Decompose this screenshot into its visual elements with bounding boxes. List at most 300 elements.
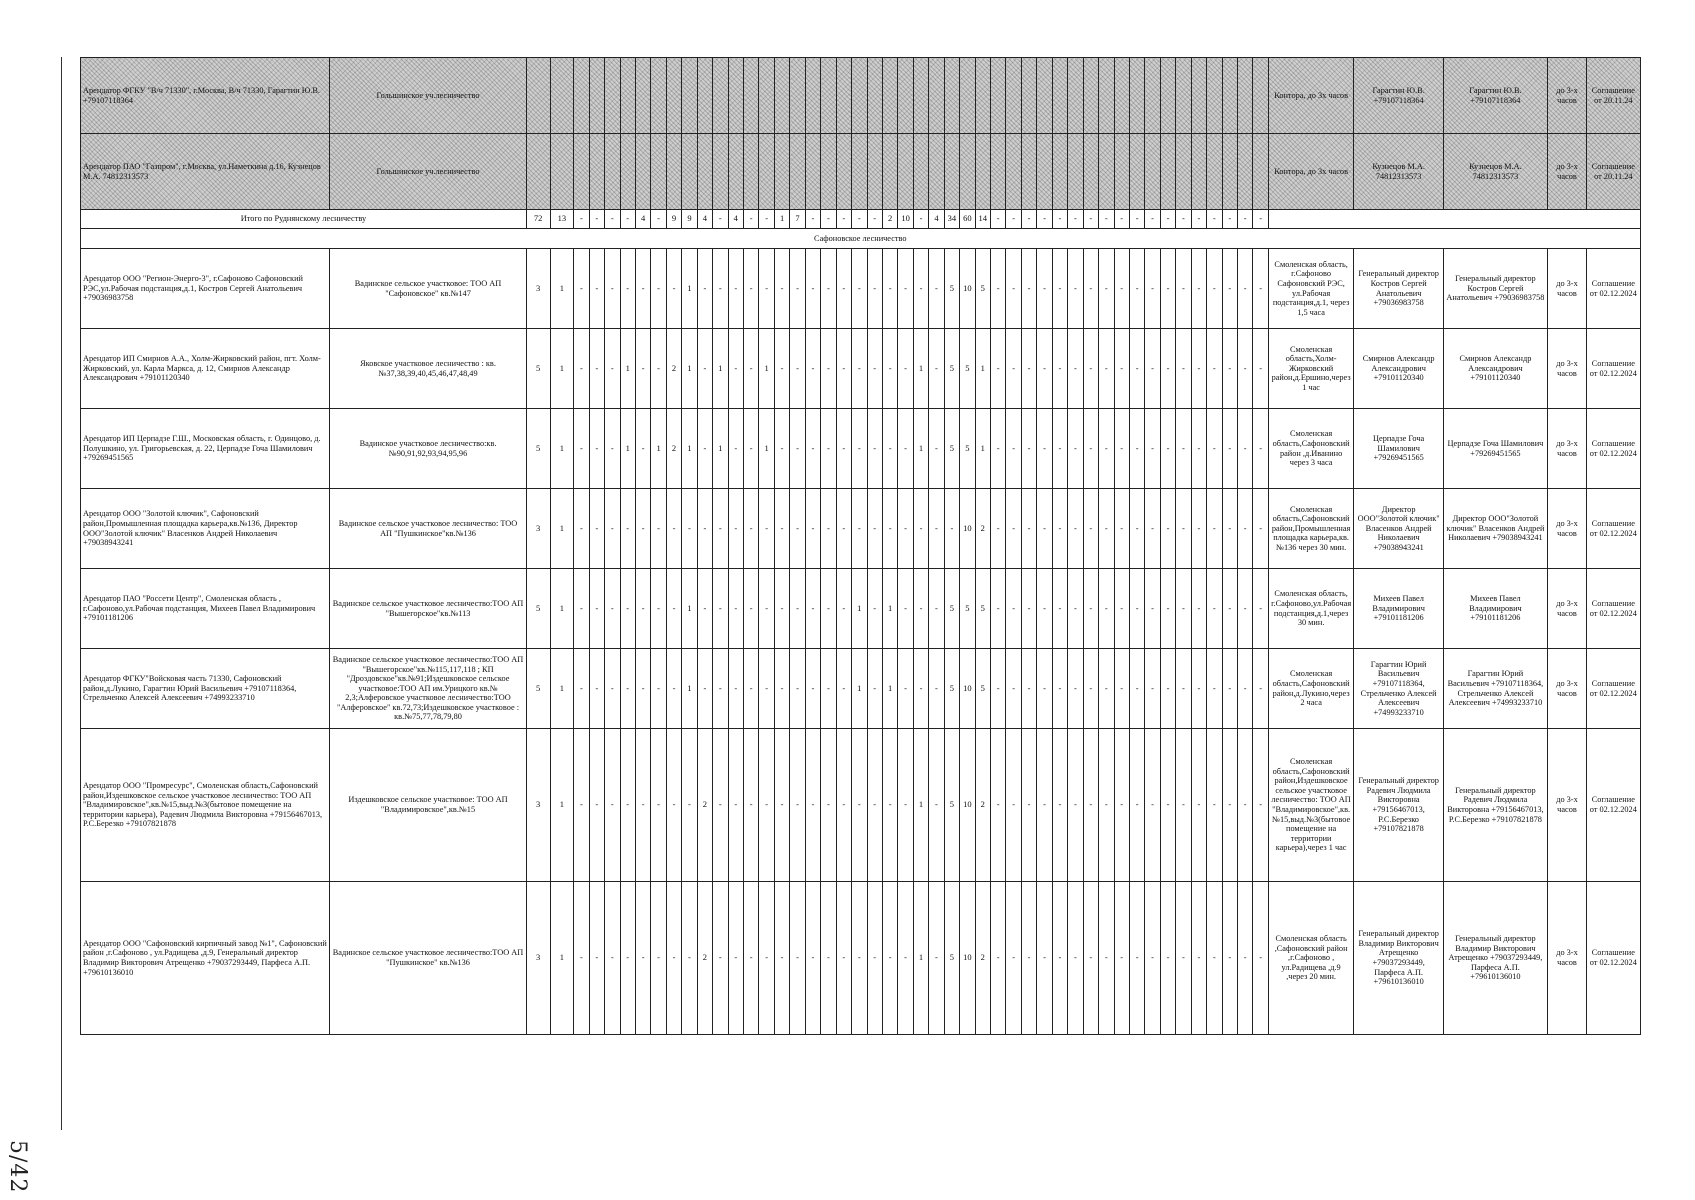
count-cell: 1 (550, 649, 574, 729)
count-cell: - (882, 409, 897, 489)
count-cell: - (1253, 489, 1268, 569)
count-cell (944, 134, 959, 210)
count-cell: - (1068, 489, 1083, 569)
count-cell: - (1253, 329, 1268, 409)
count-cell (574, 134, 589, 210)
count-cell: - (697, 649, 712, 729)
count-cell: - (882, 329, 897, 409)
contact-cell: Михеев Павел Владимирович +79101181206 (1354, 569, 1444, 649)
count-cell: - (1253, 569, 1268, 649)
count-cell (1176, 58, 1191, 134)
count-cell (821, 58, 836, 134)
count-cell: - (666, 882, 681, 1035)
count-cell: - (574, 329, 589, 409)
contact-cell: Генеральный директор Радевич Людмила Викторовна +79156467013, Р.С.Березко +79107821878 (1354, 729, 1444, 882)
agreement-cell: Соглашение от 20.11.24 (1587, 134, 1641, 210)
count-cell: - (620, 729, 635, 882)
count-cell: - (651, 329, 666, 409)
count-cell: - (1006, 649, 1021, 729)
count-cell (1160, 58, 1175, 134)
count-cell (1099, 134, 1114, 210)
count-cell: - (1083, 249, 1098, 329)
count-cell: - (1037, 329, 1052, 409)
count-cell (913, 58, 928, 134)
count-cell: - (605, 489, 620, 569)
count-cell: - (1176, 882, 1191, 1035)
count-cell: - (1207, 649, 1222, 729)
total-value: - (1145, 210, 1160, 229)
table-row (81, 249, 1641, 329)
total-value: - (1083, 210, 1098, 229)
agreement-cell: Соглашение от 02.12.2024 (1587, 409, 1641, 489)
count-cell: - (651, 569, 666, 649)
count-cell: - (1176, 649, 1191, 729)
responsible-cell: Церпадзе Гоча Шамилович +79269451565 (1443, 409, 1547, 489)
count-cell: - (744, 329, 759, 409)
count-cell (852, 58, 867, 134)
count-cell: - (1006, 249, 1021, 329)
count-cell: - (1083, 409, 1098, 489)
count-cell: - (589, 329, 604, 409)
count-cell (666, 134, 681, 210)
count-cell: 3 (526, 882, 550, 1035)
count-cell (821, 134, 836, 210)
time-cell: до 3-х часов (1547, 729, 1586, 882)
time-cell: до 3-х часов (1547, 569, 1586, 649)
count-cell: - (774, 489, 789, 569)
count-cell: 1 (550, 569, 574, 649)
count-cell: - (574, 249, 589, 329)
count-cell: - (1160, 329, 1175, 409)
plot-cell: Вадинское сельское участковое лесничество:ТОО АП "Вышегорское"кв.№115,117,118 ; КП "Дроздовское"кв.№91;Издешковское сельское участковое:ТОО АП им.Урицкого кв.№ 2,3;Алферовское участковое лесничество:ТОО "Алферовское" кв.72,73;Издешковское участковое : кв.№75,77,78,79,80 (330, 649, 527, 729)
count-cell: - (805, 569, 820, 649)
count-cell (929, 134, 944, 210)
count-cell: - (1207, 249, 1222, 329)
count-cell (1068, 134, 1083, 210)
count-cell: 2 (697, 729, 712, 882)
count-cell: - (666, 729, 681, 882)
count-cell: - (574, 409, 589, 489)
contact-cell: Церпадзе Гоча Шамилович +79269451565 (1354, 409, 1444, 489)
count-cell: - (1191, 882, 1206, 1035)
count-cell: - (867, 729, 882, 882)
count-cell: - (651, 249, 666, 329)
count-cell: 5 (526, 649, 550, 729)
total-value: - (1037, 210, 1052, 229)
agreement-cell: Соглашение от 02.12.2024 (1587, 569, 1641, 649)
count-cell (805, 134, 820, 210)
count-cell: - (991, 249, 1006, 329)
count-cell: - (1145, 569, 1160, 649)
total-value: 4 (635, 210, 650, 229)
count-cell: 10 (960, 649, 975, 729)
count-cell: - (1207, 729, 1222, 882)
table-row (81, 649, 1641, 729)
count-cell: 5 (526, 569, 550, 649)
count-cell: 10 (960, 489, 975, 569)
count-cell (944, 58, 959, 134)
count-cell (960, 134, 975, 210)
contact-cell: Гарагтин Юрий Васильевич +79107118364, Стрельченко Алексей Алексеевич +74993233710 (1354, 649, 1444, 729)
count-cell: - (744, 729, 759, 882)
count-cell (682, 134, 697, 210)
count-cell: - (1238, 882, 1253, 1035)
count-cell (1238, 134, 1253, 210)
count-cell (1191, 134, 1206, 210)
time-cell: до 3-х часов (1547, 134, 1586, 210)
count-cell: - (1253, 882, 1268, 1035)
count-cell: - (1068, 729, 1083, 882)
total-value: - (1021, 210, 1036, 229)
count-cell (589, 134, 604, 210)
count-cell: - (744, 649, 759, 729)
count-cell: - (805, 329, 820, 409)
count-cell: - (991, 882, 1006, 1035)
total-value: - (1222, 210, 1237, 229)
table-row (81, 729, 1641, 882)
count-cell: - (1114, 729, 1129, 882)
count-cell: - (774, 249, 789, 329)
total-value: 4 (728, 210, 743, 229)
count-cell: - (1160, 409, 1175, 489)
count-cell: - (805, 729, 820, 882)
total-value: - (759, 210, 774, 229)
count-cell: - (1253, 649, 1268, 729)
count-cell: - (898, 489, 913, 569)
count-cell: - (759, 882, 774, 1035)
count-cell (1222, 58, 1237, 134)
count-cell: - (589, 249, 604, 329)
time-cell: до 3-х часов (1547, 329, 1586, 409)
count-cell: - (1114, 249, 1129, 329)
location-cell: Смоленская область,Сафоновский район,д.Лукино,через 2 часа (1268, 649, 1353, 729)
count-cell: - (759, 489, 774, 569)
responsible-cell: Генеральный директор Владимир Викторович Атрещенко +79037293449, Парфеса А.П. +79610136010 (1443, 882, 1547, 1035)
count-cell: - (1052, 569, 1067, 649)
tenant-cell: Арендатор ООО "Золотой ключик", Сафоновский район,Промышленная площадка карьера,кв.№136, Директор ООО"Золотой ключик" Власенков Андрей Николаевич +79038943241 (81, 489, 330, 569)
count-cell (913, 134, 928, 210)
count-cell: 1 (620, 329, 635, 409)
responsible-cell: Генеральный директор Костров Сергей Анатольевич +79036983758 (1443, 249, 1547, 329)
count-cell: - (1083, 489, 1098, 569)
count-cell: - (1052, 729, 1067, 882)
count-cell: - (790, 882, 805, 1035)
count-cell: - (1114, 329, 1129, 409)
count-cell (697, 134, 712, 210)
count-cell (1083, 134, 1098, 210)
count-cell: - (620, 882, 635, 1035)
location-cell: Смоленская область, г.Сафоново,ул.Рабочая подстанция,д.1,через 30 мин. (1268, 569, 1353, 649)
agreement-cell: Соглашение от 02.12.2024 (1587, 329, 1641, 409)
count-cell: - (1222, 729, 1237, 882)
total-value: - (1099, 210, 1114, 229)
plot-cell: Гольшинское уч.лесничество (330, 134, 527, 210)
count-cell: - (1176, 569, 1191, 649)
count-cell: 1 (620, 409, 635, 489)
section-title: Сафоновское лесничество (81, 229, 1641, 249)
count-cell: - (1238, 729, 1253, 882)
count-cell (651, 134, 666, 210)
count-cell: - (1160, 729, 1175, 882)
total-value: - (821, 210, 836, 229)
count-cell: - (1176, 489, 1191, 569)
count-cell: - (1191, 329, 1206, 409)
plot-cell: Вадинское сельское участковое лесничество:ТОО АП "Пушкинское" кв.№136 (330, 882, 527, 1035)
count-cell (744, 58, 759, 134)
count-cell: - (821, 409, 836, 489)
count-cell: - (589, 729, 604, 882)
count-cell: - (821, 569, 836, 649)
count-cell: 1 (913, 409, 928, 489)
count-cell: - (1083, 329, 1098, 409)
count-cell: - (836, 882, 851, 1035)
total-value: 9 (666, 210, 681, 229)
count-cell: - (836, 489, 851, 569)
count-cell: - (852, 249, 867, 329)
count-cell: 1 (651, 409, 666, 489)
count-cell (635, 58, 650, 134)
count-cell: - (1052, 489, 1067, 569)
count-cell: - (605, 729, 620, 882)
plot-cell: Вадинское сельское участковое лесничество: ТОО АП "Пушкинское"кв.№136 (330, 489, 527, 569)
count-cell (1052, 58, 1067, 134)
count-cell: - (852, 489, 867, 569)
total-value: - (1114, 210, 1129, 229)
total-row (81, 210, 1641, 229)
count-cell: - (805, 249, 820, 329)
count-cell: - (574, 729, 589, 882)
count-cell: - (1129, 882, 1144, 1035)
count-cell: - (898, 409, 913, 489)
count-cell: - (759, 649, 774, 729)
count-cell: 10 (960, 729, 975, 882)
responsible-cell: Гарагтин Юрий Васильевич +79107118364, Стрельченко Алексей Алексеевич +74993233710 (1443, 649, 1547, 729)
total-label: Итого по Руднянскому лесничеству (81, 210, 527, 229)
count-cell: - (913, 249, 928, 329)
count-cell: - (682, 489, 697, 569)
location-cell: Смоленская область,Холм-Жирковский район,д.Ершино,через 1 час (1268, 329, 1353, 409)
count-cell (620, 134, 635, 210)
responsible-cell: Кузнецов М.А. 74812313573 (1443, 134, 1547, 210)
count-cell: - (666, 569, 681, 649)
count-cell: - (1222, 329, 1237, 409)
count-cell: - (929, 489, 944, 569)
count-cell: - (867, 489, 882, 569)
count-cell: - (1052, 882, 1067, 1035)
count-cell (1037, 134, 1052, 210)
count-cell: 2 (666, 409, 681, 489)
count-cell: - (697, 489, 712, 569)
count-cell: 1 (550, 249, 574, 329)
count-cell: - (929, 569, 944, 649)
count-cell: 10 (960, 249, 975, 329)
total-value: - (1129, 210, 1144, 229)
count-cell: - (852, 409, 867, 489)
count-cell: - (882, 729, 897, 882)
count-cell: - (1238, 329, 1253, 409)
time-cell: до 3-х часов (1547, 249, 1586, 329)
count-cell: - (1021, 882, 1036, 1035)
count-cell: - (991, 489, 1006, 569)
count-cell: - (898, 569, 913, 649)
agreement-cell: Соглашение от 02.12.2024 (1587, 882, 1641, 1035)
count-cell: - (635, 569, 650, 649)
margin-page-note: 5/42 (5, 1140, 30, 1194)
contact-cell: Генеральный директор Костров Сергей Анатольевич +79036983758 (1354, 249, 1444, 329)
count-cell: 1 (550, 729, 574, 882)
count-cell (1207, 134, 1222, 210)
count-cell: - (1114, 649, 1129, 729)
responsible-cell: Гарагтин Ю.В. +79107118364 (1443, 58, 1547, 134)
count-cell: - (728, 489, 743, 569)
total-value: - (1160, 210, 1175, 229)
count-cell: - (1083, 649, 1098, 729)
count-cell: - (790, 489, 805, 569)
count-cell: - (852, 729, 867, 882)
count-cell (574, 58, 589, 134)
tenant-cell: Арендатор ООО "Регион-Энерго-3", г.Сафоново Сафоновский РЭС,ул.Рабочая подстанция,д.1, Костров Сергей Анатольевич +79036983758 (81, 249, 330, 329)
count-cell: 1 (882, 569, 897, 649)
count-cell: - (1160, 249, 1175, 329)
count-cell: - (605, 882, 620, 1035)
count-cell (526, 58, 550, 134)
count-cell: - (666, 249, 681, 329)
count-cell: - (1191, 409, 1206, 489)
count-cell: - (790, 409, 805, 489)
count-cell: 5 (944, 569, 959, 649)
count-cell (728, 134, 743, 210)
count-cell: - (697, 569, 712, 649)
count-cell: - (1145, 489, 1160, 569)
count-cell: - (697, 249, 712, 329)
count-cell: 3 (526, 729, 550, 882)
count-cell (1129, 134, 1144, 210)
count-cell: - (805, 882, 820, 1035)
count-cell (713, 58, 728, 134)
time-cell: до 3-х часов (1547, 882, 1586, 1035)
count-cell: 5 (960, 329, 975, 409)
count-cell (605, 58, 620, 134)
count-cell: - (589, 649, 604, 729)
count-cell: - (821, 489, 836, 569)
count-cell: - (697, 329, 712, 409)
count-cell: - (635, 249, 650, 329)
count-cell (960, 58, 975, 134)
total-value: - (605, 210, 620, 229)
agreement-cell: Соглашение от 02.12.2024 (1587, 729, 1641, 882)
tenant-cell: Арендатор ПАО "Россети Центр", Смоленская область , г.Сафоново,ул.Рабочая подстанция, Михеев Павел Владимирович +79101181206 (81, 569, 330, 649)
count-cell: - (1083, 882, 1098, 1035)
count-cell: - (898, 249, 913, 329)
total-value: - (651, 210, 666, 229)
count-cell: - (759, 569, 774, 649)
count-cell: - (1099, 489, 1114, 569)
count-cell: - (821, 249, 836, 329)
count-cell: - (929, 729, 944, 882)
count-cell: - (913, 649, 928, 729)
count-cell: - (1129, 489, 1144, 569)
count-cell: - (1222, 649, 1237, 729)
count-cell: 5 (526, 329, 550, 409)
count-cell: - (635, 882, 650, 1035)
count-cell (744, 134, 759, 210)
count-cell (1145, 58, 1160, 134)
plot-cell: Яковское участковое лесничество : кв.№37,38,39,40,45,46,47,48,49 (330, 329, 527, 409)
count-cell (1176, 134, 1191, 210)
count-cell: - (774, 569, 789, 649)
count-cell: - (1176, 329, 1191, 409)
count-cell: 5 (944, 882, 959, 1035)
count-cell (651, 58, 666, 134)
count-cell (1052, 134, 1067, 210)
count-cell: 1 (550, 882, 574, 1035)
count-cell: - (1160, 489, 1175, 569)
total-value: 13 (550, 210, 574, 229)
responsible-cell: Генеральный директор Радевич Людмила Викторовна +79156467013, Р.С.Березко +79107821878 (1443, 729, 1547, 882)
total-value: 10 (898, 210, 913, 229)
table-row (81, 134, 1641, 210)
count-cell: 2 (666, 329, 681, 409)
total-value: 14 (975, 210, 990, 229)
count-cell: - (713, 569, 728, 649)
tenant-cell: Арендатор ФГКУ "В/ч 71330", г.Москва, В/ч 71330, Гарагтин Ю.В. +79107118364 (81, 58, 330, 134)
agreement-cell: Соглашение от 20.11.24 (1587, 58, 1641, 134)
count-cell: - (867, 409, 882, 489)
contact-cell: Генеральный директор Владимир Викторович Атрещенко +79037293449, Парфеса А.П. +79610136010 (1354, 882, 1444, 1035)
count-cell: - (1222, 569, 1237, 649)
count-cell: - (1253, 729, 1268, 882)
count-cell: - (836, 249, 851, 329)
count-cell: - (1037, 409, 1052, 489)
count-cell: - (574, 569, 589, 649)
count-cell: - (1068, 569, 1083, 649)
tenant-cell: Арендатор ФГКУ"Войсковая часть 71330, Сафоновский район,д.Лукино, Гарагтин Юрий Васильевич +79107118364, Стрельченко Алексей Алексеевич +74993233710 (81, 649, 330, 729)
count-cell: - (1006, 489, 1021, 569)
count-cell: - (1006, 882, 1021, 1035)
count-cell (790, 58, 805, 134)
count-cell: - (867, 882, 882, 1035)
count-cell: - (1021, 489, 1036, 569)
count-cell: - (574, 489, 589, 569)
count-cell (898, 134, 913, 210)
count-cell: - (1238, 249, 1253, 329)
count-cell: - (1129, 729, 1144, 882)
count-cell: - (821, 882, 836, 1035)
count-cell: - (1006, 329, 1021, 409)
agreement-cell: Соглашение от 02.12.2024 (1587, 489, 1641, 569)
total-value: 7 (790, 210, 805, 229)
count-cell: 1 (759, 409, 774, 489)
count-cell: - (1037, 249, 1052, 329)
count-cell: - (1021, 249, 1036, 329)
count-cell: - (790, 729, 805, 882)
count-cell: - (1037, 569, 1052, 649)
count-cell (975, 134, 990, 210)
count-cell: - (944, 489, 959, 569)
count-cell: - (1083, 569, 1098, 649)
responsible-cell: Смирнов Александр Александрович +79101120340 (1443, 329, 1547, 409)
count-cell: 2 (975, 489, 990, 569)
count-cell: - (882, 882, 897, 1035)
count-cell: - (635, 649, 650, 729)
count-cell: - (790, 249, 805, 329)
count-cell: - (1037, 729, 1052, 882)
count-cell: - (1006, 409, 1021, 489)
count-cell: - (728, 329, 743, 409)
count-cell: - (1129, 569, 1144, 649)
count-cell: - (867, 569, 882, 649)
count-cell: - (1222, 882, 1237, 1035)
